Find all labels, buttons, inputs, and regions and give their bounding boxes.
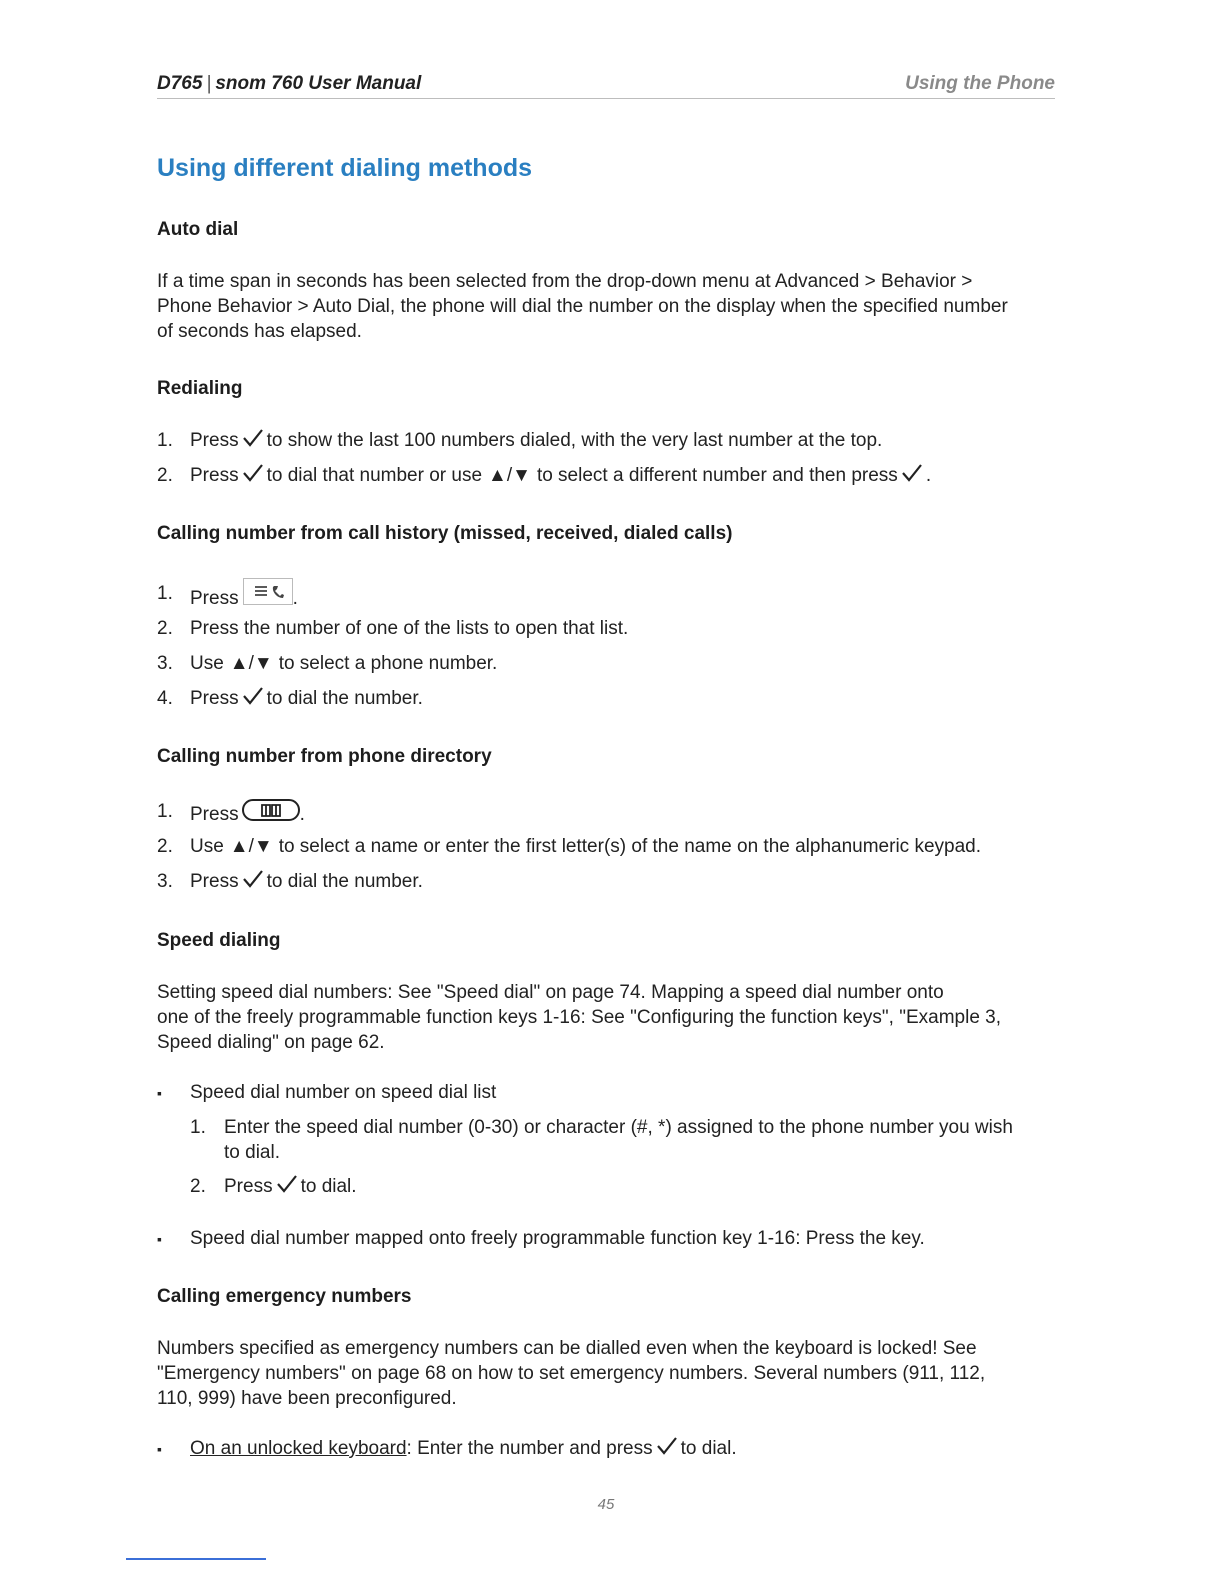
step-number: 1. [157,583,173,604]
auto-dial-line-3: of seconds has elapsed. [157,321,362,342]
up-down-arrows-icon: ▲/▼ [229,836,273,857]
step-number: 1. [157,430,173,451]
header-title [157,73,421,95]
step-number: 3. [157,871,173,892]
step-number: 2. [190,1176,206,1197]
step-number: 1. [190,1117,206,1138]
step-number: 2. [157,618,173,639]
step-text: Enter the speed dial number (0-30) or character (#, *) assigned to the phone number you wish [224,1117,1013,1138]
header-manual: snom 760 User Manual [215,73,422,94]
check-icon [242,428,264,448]
step-text: to dial that number or use [266,465,483,486]
step-text: . [925,465,932,486]
step-text: Press [190,430,239,451]
emergency-line-1: Numbers specified as emergency numbers can be dialled even when the keyboard is locked! See [157,1338,977,1359]
step-text: to select a name or enter the first letter(s) of the name on the alphanumeric keypad. [278,836,982,857]
step-number: 2. [157,465,173,486]
step-text: . [299,804,305,825]
step-text: to show the last 100 numbers dialed, with the very last number at the top. [266,430,883,451]
footer-rule [126,1558,266,1560]
check-icon [242,463,264,483]
step-number: 2. [157,836,173,857]
bullet-text: Speed dial number mapped onto freely programmable function key 1-16: Press the key. [190,1228,925,1249]
speed-line-3: Speed dialing" on page 62. [157,1032,385,1053]
check-icon [242,869,264,889]
step-text: Press [190,871,239,892]
check-icon [656,1436,678,1456]
step-text: to dial the number. [266,688,423,709]
header-section: Using the Phone [905,73,1055,94]
header-separator: | [206,73,212,94]
step-text: Press [190,465,239,486]
speed-line-2: one of the freely programmable function keys 1-16: See "Configuring the function keys", "Example 3, [157,1007,1002,1028]
auto-dial-paragraph [157,269,1055,344]
up-down-arrows-icon: ▲/▼ [229,653,273,674]
step-number: 3. [157,653,173,674]
step-number: 4. [157,688,173,709]
page-header [157,73,1055,99]
auto-dial-line-2: Phone Behavior > Auto Dial, the phone will dial the number on the display when the specified number [157,296,1008,317]
up-down-arrows-icon: ▲/▼ [488,465,531,486]
heading-emergency: Calling emergency numbers [157,1286,412,1307]
heading-speed-dialing: Speed dialing [157,930,281,951]
step-text: Use [190,653,224,674]
emergency-line-2: "Emergency numbers" on page 68 on how to set emergency numbers. Several numbers (911, 112, [157,1363,986,1384]
heading-redialing: Redialing [157,378,243,399]
step-text: to dial. [300,1176,357,1197]
call-history-key [243,578,293,605]
step-text: Press [190,804,239,825]
speed-paragraph [157,980,1055,1055]
heading-call-history: Calling number from call history (missed, received, dialed calls) [157,523,733,544]
emergency-paragraph [157,1336,1055,1411]
emergency-line-3: 110, 999) have been preconfigured. [157,1388,457,1409]
step-text: Press the number of one of the lists to open that list. [190,618,629,639]
bullet-icon: ▪ [157,1441,162,1457]
bullet-icon: ▪ [157,1085,162,1101]
step-text: to dial. [224,1142,280,1163]
auto-dial-line-1: If a time span in seconds has been selected from the drop-down menu at Advanced > Behavior > [157,271,973,292]
step-text: Press [224,1176,273,1197]
step-number: 1. [157,801,173,822]
heading-directory: Calling number from phone directory [157,746,492,767]
step-text: Press [190,588,239,609]
step-text: . [292,588,298,609]
check-icon [276,1174,298,1194]
bullet-text: Speed dial number on speed dial list [190,1082,497,1103]
heading-auto-dial: Auto dial [157,219,239,240]
speed-line-1: Setting speed dial numbers: See "Speed dial" on page 74. Mapping a speed dial number onto [157,982,944,1003]
list-phone-icon [244,579,292,604]
unlocked-keyboard-link[interactable]: On an unlocked keyboard [190,1438,407,1459]
step-text: to select a different number and then press [536,465,898,486]
header-product: D765 [157,73,203,94]
page-number: 45 [597,1496,615,1513]
bullet-text: to dial. [680,1438,737,1459]
directory-book-icon [242,799,300,823]
check-icon [242,686,264,706]
bullet-icon: ▪ [157,1231,162,1247]
step-text: Press [190,688,239,709]
step-text: to dial the number. [266,871,423,892]
check-icon [901,463,923,483]
step-text: to select a phone number. [278,653,498,674]
bullet-text: : Enter the number and press [406,1438,653,1459]
step-text: Use [190,836,224,857]
page-title: Using different dialing methods [157,154,533,182]
